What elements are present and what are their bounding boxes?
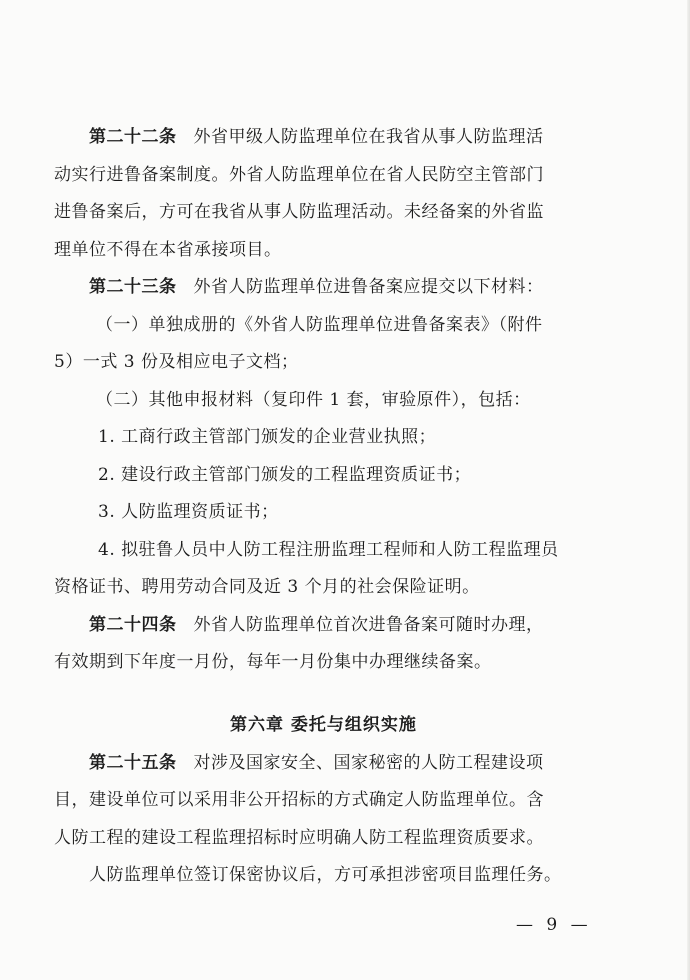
article-22-heading: 第二十二条 [89, 127, 177, 147]
article-22-line-3: 进鲁备案后，方可在我省从事人防监理活动。未经备案的外省监 [54, 202, 544, 222]
article-24-text: 外省人防监理单位首次进鲁备案可随时办理， [193, 615, 544, 635]
article-24-line-1 [89, 615, 544, 635]
article-25-line-4: 人防监理单位签订保密协议后，方可承担涉密项目监理任务。 [89, 865, 562, 885]
article-22-line-1 [89, 127, 544, 147]
article-23-heading: 第二十三条 [89, 277, 177, 297]
article-24-line-2: 有效期到下年度一月份，每年一月份集中办理继续备案。 [54, 652, 492, 672]
article-24-heading: 第二十四条 [89, 615, 177, 635]
article-25-line-1 [89, 753, 544, 773]
article-22-line-2: 动实行进鲁备案制度。外省人防监理单位在省人民防空主管部门 [54, 165, 544, 185]
article-25-heading: 第二十五条 [89, 753, 177, 773]
page-number: — 9 — [516, 915, 592, 935]
article-23-sub-1: 1. 工商行政主管部门颁发的企业营业执照； [98, 427, 437, 447]
article-23-item-2: （二）其他申报材料（复印件 1 套，审验原件），包括： [96, 390, 531, 410]
chapter-6-title: 第六章 委托与组织实施 [230, 715, 417, 735]
article-23-line-1 [89, 277, 544, 297]
article-23-sub-4-line-1: 4. 拟驻鲁人员中人防工程注册监理工程师和人防工程监理员 [98, 540, 559, 560]
article-25-line-2: 目，建设单位可以采用非公开招标的方式确定人防监理单位。含 [54, 790, 544, 810]
article-22-line-4: 理单位不得在本省承接项目。 [54, 240, 282, 260]
article-23-sub-3: 3. 人防监理资质证书； [98, 502, 279, 522]
article-23-item-1-line-2: 5）一式 3 份及相应电子文档； [54, 352, 299, 372]
article-25-line-3: 人防工程的建设工程监理招标时应明确人防工程监理资质要求。 [54, 828, 544, 848]
article-22-text: 外省甲级人防监理单位在我省从事人防监理活 [193, 127, 544, 147]
article-23-sub-4-line-2: 资格证书、聘用劳动合同及近 3 个月的社会保险证明。 [54, 577, 480, 597]
article-25-text: 对涉及国家安全、国家秘密的人防工程建设项 [193, 753, 544, 773]
article-23-text: 外省人防监理单位进鲁备案应提交以下材料： [193, 277, 544, 297]
article-23-sub-2: 2. 建设行政主管部门颁发的工程监理资质证书； [98, 465, 472, 485]
article-23-item-1-line-1: （一）单独成册的《外省人防监理单位进鲁备案表》（附件 [96, 315, 543, 335]
